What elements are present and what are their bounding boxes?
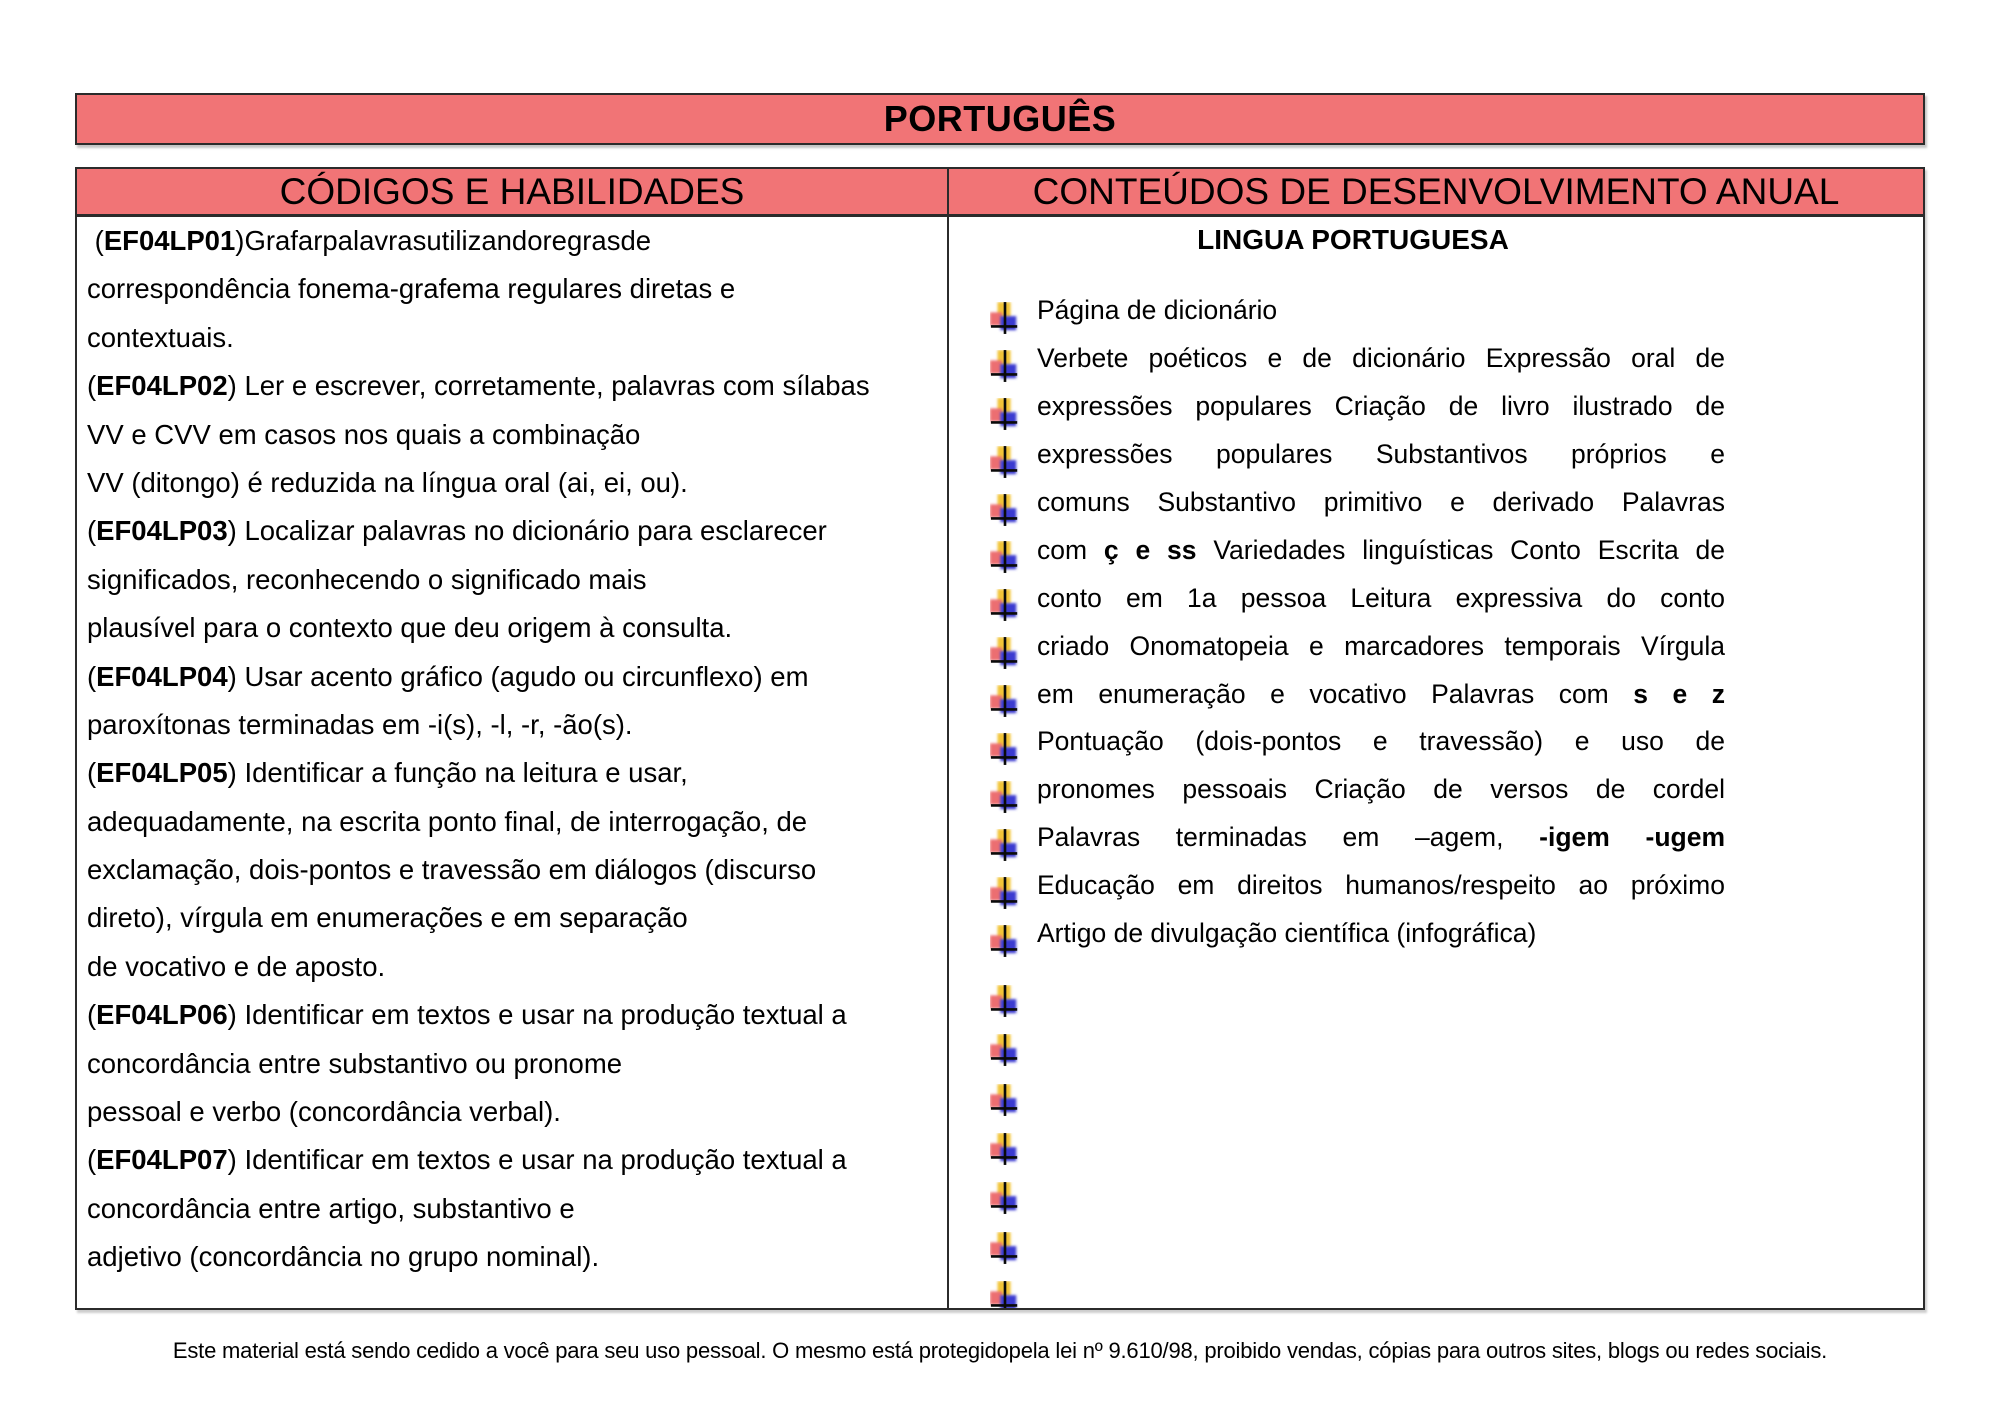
bullet-arrow-icon [990,985,1020,1017]
bullet-arrow-icon [990,1232,1020,1264]
bullet-arrow-icon [990,398,1020,430]
habilidade-line: adequadamente, na escrita ponto final, de interrogação, de [87,805,808,837]
conteudo-item [949,814,1923,862]
bullet-arrow-icon [990,302,1020,334]
bullet-arrow-icon [990,637,1020,669]
habilidades-text-block [87,217,943,1282]
habilidade-line: de vocativo e de aposto. [87,950,386,982]
conteudo-item [949,862,1923,910]
habilidade-line: (EF04LP05) Identificar a função na leitura e usar, [87,757,688,789]
habilidade-line: concordância entre artigo, substantivo e [87,1192,575,1224]
habilidade-line: VV e CVV em casos nos quais a combinação [87,418,641,450]
conteudo-item-text: criado Onomatopeia e marcadores temporais Vírgula [1037,630,1725,661]
conteudo-item-text: Educação em direitos humanos/respeito ao próximo [1037,870,1725,901]
conteudos-bullet-list [949,287,1923,1308]
bullet-arrow-icon [990,1182,1020,1214]
bullet-arrow-icon [990,733,1020,765]
table-header-row [77,169,1923,217]
conteudo-item-text: em enumeração e vocativo Palavras com s e z [1037,678,1725,709]
empty-bullet-item [949,1019,1923,1068]
bullet-arrow-icon [990,541,1020,573]
empty-bullet-item [949,1265,1923,1308]
habilidade-line: contextuais. [87,321,234,353]
conteudo-item-text: Palavras terminadas em –agem, -igem -ugem [1037,822,1726,853]
conteudo-item-text: expressões populares Substantivos próprios e [1037,439,1725,470]
conteudo-item [949,910,1923,958]
bullet-arrow-icon [990,350,1020,382]
bullet-arrow-icon [990,589,1020,621]
conteudo-item-text: com ç e ss Variedades linguísticas Conto Escrita de [1037,534,1725,565]
conteudo-item-text: Página de dicionário [1037,295,1278,326]
bullet-arrow-icon [990,494,1020,526]
codigos-habilidades-cell [77,217,949,1308]
bullet-arrow-icon [990,877,1020,909]
conteudo-item [949,431,1923,479]
habilidade-line: concordância entre substantivo ou pronome [87,1047,623,1079]
conteudo-item [949,383,1923,431]
bullet-arrow-icon [990,1133,1020,1165]
habilidade-line: (EF04LP04) Usar acento gráfico (agudo ou circunflexo) em [87,660,809,692]
empty-bullet-item [949,1117,1923,1166]
empty-bullet-item [949,1068,1923,1117]
conteudo-item [949,287,1923,335]
habilidade-line: pessoal e verbo (concordância verbal). [87,1096,561,1128]
conteudo-item [949,622,1923,670]
conteudos-cell [949,217,1923,1308]
habilidade-line: (EF04LP06) Identificar em textos e usar na produção textual a [87,999,847,1031]
bullet-arrow-icon [990,1281,1020,1308]
conteudo-item [949,526,1923,574]
habilidade-line: paroxítonas terminadas em -i(s), -l, -r, -ão(s). [87,708,633,740]
table-body-row [77,217,1923,1308]
conteudo-item [949,670,1923,718]
conteudo-item [949,479,1923,527]
conteudo-item [949,766,1923,814]
title-bar [75,93,1925,145]
habilidade-line: exclamação, dois-pontos e travessão em diálogos (discurso [87,854,817,886]
empty-bullet-item [949,1167,1923,1216]
page-title: PORTUGUÊS [883,98,1117,139]
header-codigos-habilidades: CÓDIGOS E HABILIDADES [77,169,949,214]
bullet-arrow-icon [990,685,1020,717]
lingua-portuguesa-heading: LINGUA PORTUGUESA [1197,224,1509,255]
bullet-arrow-icon [990,925,1020,957]
content-table [75,167,1925,1310]
habilidade-line: significados, reconhecendo o significado mais [87,563,647,595]
habilidade-line: (EF04LP07) Identificar em textos e usar na produção textual a [87,1144,847,1176]
conteudo-item-text: Verbete poéticos e de dicionário Expressão oral de [1037,343,1725,374]
empty-bullet-item [949,1216,1923,1265]
habilidade-line: direto), vírgula em enumerações e em separação [87,902,688,934]
bullet-arrow-icon [990,1034,1020,1066]
conteudo-item-text: conto em 1a pessoa Leitura expressiva do conto [1037,582,1725,613]
habilidade-line: plausível para o contexto que deu origem à consulta. [87,612,733,644]
habilidade-line: correspondência fonema-grafema regulares diretas e [87,273,736,305]
habilidade-line: (EF04LP02) Ler e escrever, corretamente, palavras com sílabas [87,370,870,402]
bullet-arrow-icon [990,446,1020,478]
conteudo-item [949,718,1923,766]
conteudo-item-text: comuns Substantivo primitivo e derivado Palavras [1037,487,1725,517]
habilidade-line: (EF04LP03) Localizar palavras no dicionário para esclarecer [87,515,827,547]
bullet-arrow-icon [990,781,1020,813]
bullet-arrow-icon [990,829,1020,861]
footer-note: Este material está sendo cedido a você para seu uso pessoal. O mesmo está protegidopela lei nº 9.610/98, proibido vendas, cópias para outros sites, blogs ou redes sociais. [172,1338,1828,1363]
habilidade-line: (EF04LP01)Grafarpalavrasutilizandoregrasde [87,225,652,256]
conteudo-item-text: expressões populares Criação de livro ilustrado de [1037,391,1725,422]
bullet-arrow-icon [990,1084,1020,1116]
habilidade-line: VV (ditongo) é reduzida na língua oral (ai, ei, ou). [87,466,688,498]
conteudo-item-text: pronomes pessoais Criação de versos de cordel [1037,774,1725,805]
conteudo-item [949,574,1923,622]
conteudo-item [949,335,1923,383]
conteudo-item-text: Artigo de divulgação científica (infográfica) [1037,918,1537,949]
header-conteudos-anual: CONTEÚDOS DE DESENVOLVIMENTO ANUAL [1032,170,1840,212]
empty-bullet-item [949,969,1923,1018]
habilidade-line: adjetivo (concordância no grupo nominal). [87,1241,600,1273]
conteudo-item-text: Pontuação (dois-pontos e travessão) e uso de [1037,726,1725,757]
